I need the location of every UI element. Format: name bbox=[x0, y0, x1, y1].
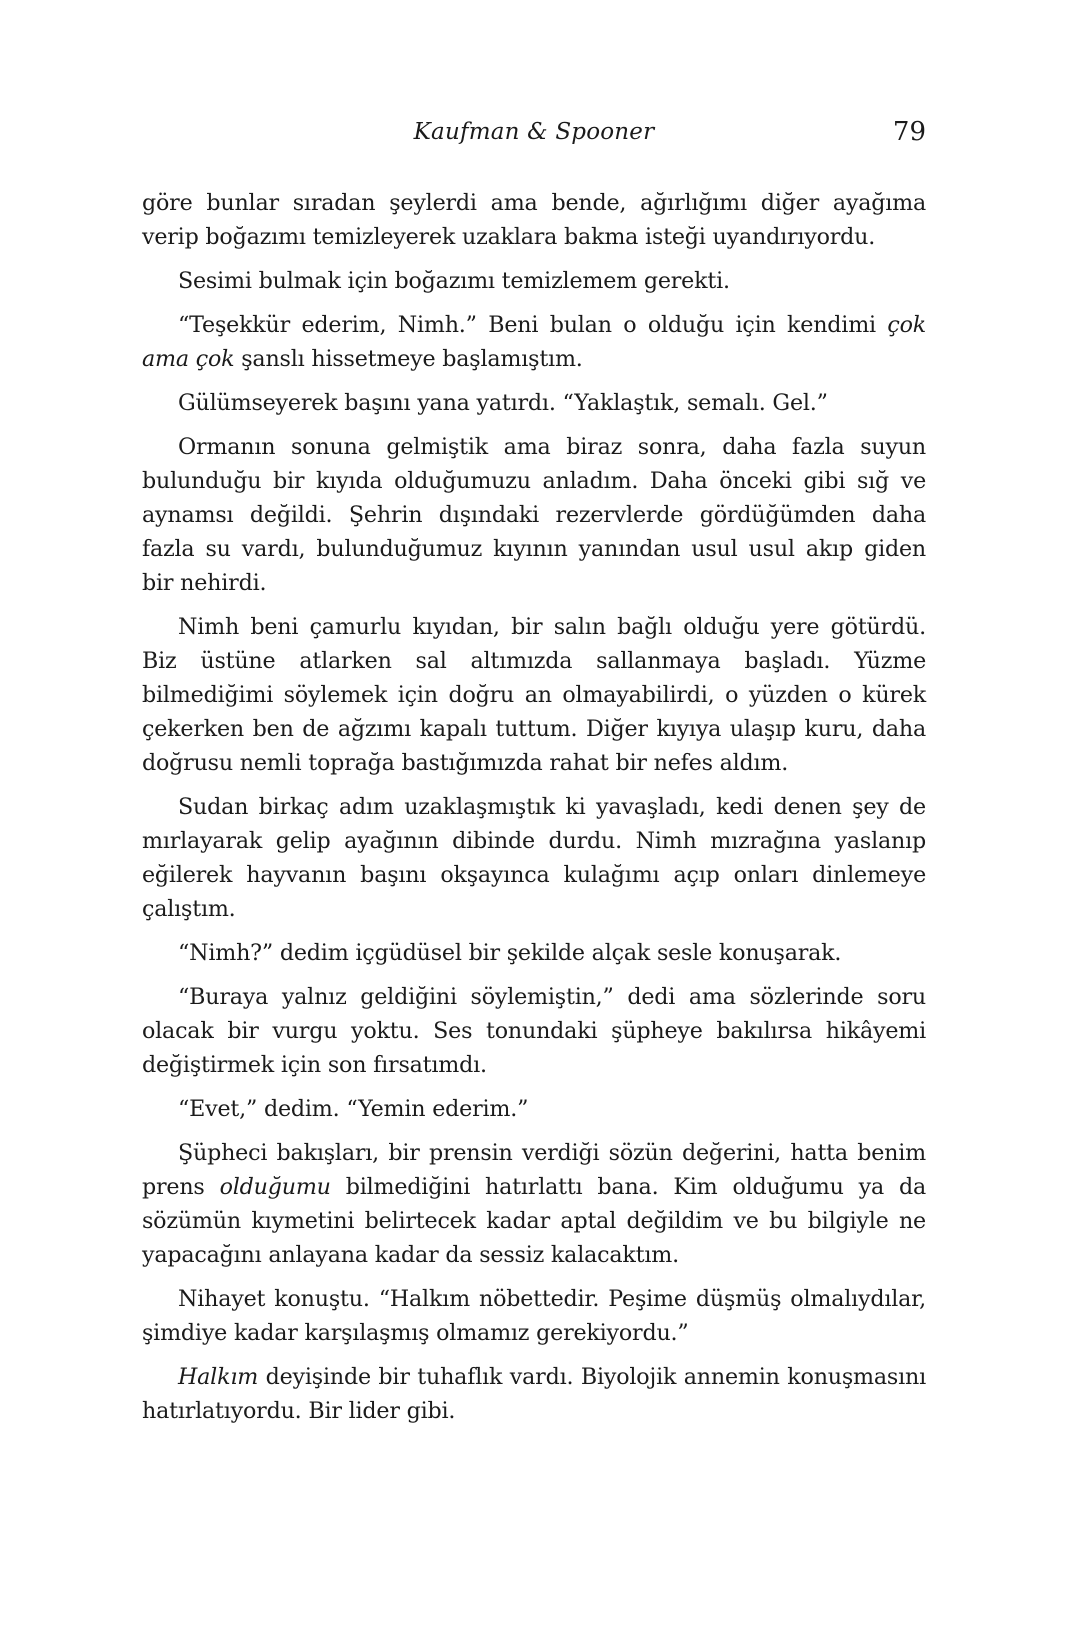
paragraph-12 bbox=[142, 1282, 926, 1350]
paragraph-5 bbox=[142, 430, 926, 600]
paragraph-1 bbox=[142, 186, 926, 254]
paragraph-text: “Teşekkür ederim, Nimh.” Beni bulan o olduğu için kendimi bbox=[178, 312, 888, 338]
paragraph-text: “Buraya yalnız geldiğini söylemiştin,” dedi ama sözlerinde soru olacak bir vurgu yoktu. Ses tonundaki şüpheye bakılırsa hikâyemi değiştirmek için son fırsatımdı. bbox=[142, 984, 926, 1078]
paragraph-text: deyişinde bir tuhaflık vardı. Biyolojik annemin konuşmasını hatırlatıyordu. Bir lider gibi. bbox=[142, 1364, 926, 1424]
paragraph-11 bbox=[142, 1136, 926, 1272]
paragraph-text: Sesimi bulmak için boğazımı temizlemem gerekti. bbox=[178, 268, 730, 294]
paragraph-3 bbox=[142, 308, 926, 376]
paragraph-text: şanslı hissetmeye başlamıştım. bbox=[234, 346, 583, 372]
paragraph-text: Şüpheci bakışları, bir prensin verdiği sözün değerini, hatta benim prens bbox=[142, 1140, 926, 1200]
paragraph-8 bbox=[142, 936, 926, 970]
paragraph-2 bbox=[142, 264, 926, 298]
paragraph-text: Sudan birkaç adım uzaklaşmıştık ki yavaşladı, kedi denen şey de mırlayarak gelip ayağının dibinde durdu. Nimh mızrağına yaslanıp eğilerek hayvanın başını okşayınca kulağımı açıp onları dinlemeye çalıştım. bbox=[142, 794, 926, 922]
running-header bbox=[142, 112, 926, 152]
paragraph-13 bbox=[142, 1360, 926, 1428]
emphasis-text: olduğumu bbox=[219, 1174, 331, 1200]
page-number: 79 bbox=[892, 117, 926, 147]
body-text bbox=[142, 186, 926, 1438]
paragraph-6 bbox=[142, 610, 926, 780]
paragraph-text: “Nimh?” dedim içgüdüsel bir şekilde alçak sesle konuşarak. bbox=[178, 940, 842, 966]
paragraph-text: Nimh beni çamurlu kıyıdan, bir salın bağlı olduğu yere götürdü. Biz üstüne atlarken sal altımızda sallanmaya başladı. Yüzme bilmediğimi söylemek için doğru an olmayabilirdi, o yüzden o kürek çekerken ben de ağzımı kapalı tuttum. Diğer kıyıya ulaşıp kuru, daha doğrusu nemli toprağa bastığımızda rahat bir nefes aldım. bbox=[142, 614, 926, 776]
paragraph-text: göre bunlar sıradan şeylerdi ama bende, ağırlığımı diğer ayağıma verip boğazımı temizleyerek uzaklara bakma isteği uyandırıyordu. bbox=[142, 190, 926, 250]
paragraph-text: Gülümseyerek başını yana yatırdı. “Yaklaştık, semalı. Gel.” bbox=[178, 390, 828, 416]
paragraph-7 bbox=[142, 790, 926, 926]
paragraph-text: bilmediğini hatırlattı bana. Kim olduğumu ya da sözümün kıymetini belirtecek kadar aptal değildim ve bu bilgiyle ne yapacağını anlayana kadar da sessiz kalacaktım. bbox=[142, 1174, 926, 1268]
header-title: Kaufman & Spooner bbox=[413, 119, 655, 145]
paragraph-4 bbox=[142, 386, 926, 420]
emphasis-text: çok ama çok bbox=[142, 312, 926, 372]
paragraph-10 bbox=[142, 1092, 926, 1126]
emphasis-text: Halkım bbox=[178, 1364, 259, 1390]
paragraph-text: Nihayet konuştu. “Halkım nöbettedir. Peşime düşmüş olmalıydılar, şimdiye kadar karşılaşmış olmamız gerekiyordu.” bbox=[142, 1286, 926, 1346]
paragraph-text: “Evet,” dedim. “Yemin ederim.” bbox=[178, 1096, 529, 1122]
paragraph-text: Ormanın sonuna gelmiştik ama biraz sonra, daha fazla suyun bulunduğu bir kıyıda olduğumuzu anladım. Daha önceki gibi sığ ve aynamsı değildi. Şehrin dışındaki rezervlerde gördüğümden daha fazla su vardı, bulunduğumuz kıyının yanından usul usul akıp giden bir nehirdi. bbox=[142, 434, 926, 596]
paragraph-9 bbox=[142, 980, 926, 1082]
